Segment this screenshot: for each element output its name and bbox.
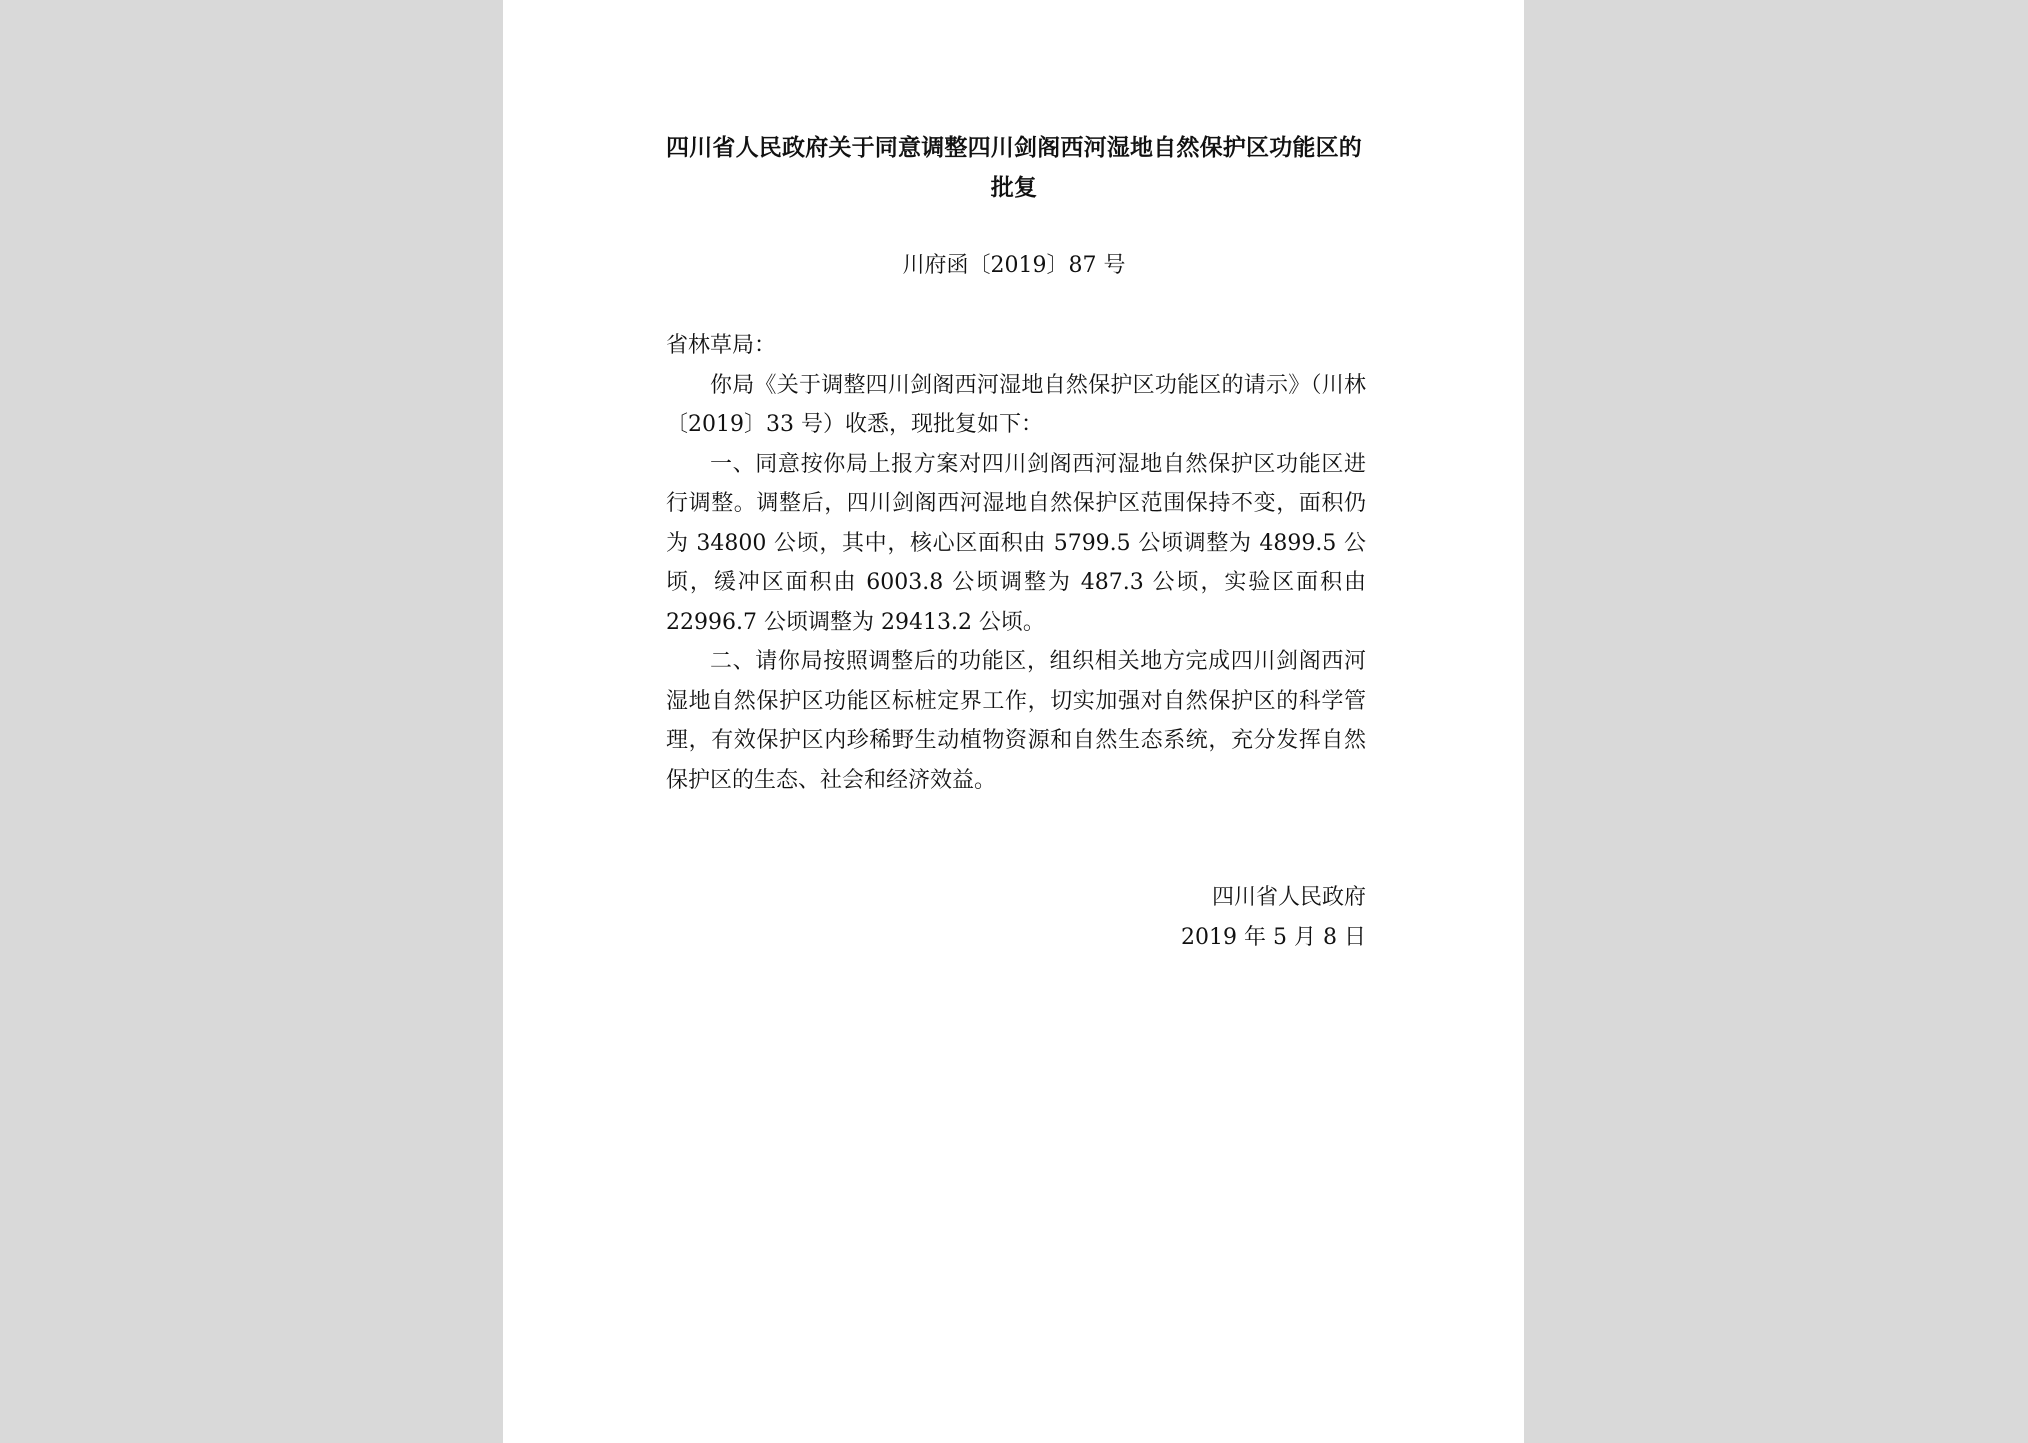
addressee: 省林草局： [666,333,777,358]
issue-date: 2019 年 5 月 8 日 [1181,924,1366,950]
document-body [666,326,1366,800]
paragraph-intro: 你局《关于调整四川剑阁西河湿地自然保护区功能区的请示》（川林〔2019〕33 号）收悉，现批复如下： [666,372,1366,437]
paragraph-item-1: 一、同意按你局上报方案对四川剑阁西河湿地自然保护区功能区进行调整。调整后，四川剑阁西河湿地自然保护区范围保持不变，面积仍为 34800 公顷，其中，核心区面积由 5799.5 公顷调整为 4899.5 公顷，缓冲区面积由 6003.8 公顷调整为 487.3 公顷，实验区面积由 22996.7 公顷调整为 29413.2 公顷。 [666,451,1366,635]
document-title: 四川省人民政府关于同意调整四川剑阁西河湿地自然保护区功能区的批复 [666,134,1362,201]
document-page [503,0,1524,1443]
document-number: 川府函〔2019〕87 号 [902,253,1126,278]
paragraph-item-2: 二、请你局按照调整后的功能区，组织相关地方完成四川剑阁西河湿地自然保护区功能区标桩定界工作，切实加强对自然保护区的科学管理，有效保护区内珍稀野生动植物资源和自然生态系统，充分发挥自然保护区的生态、社会和经济效益。 [666,649,1366,793]
issuer-name: 四川省人民政府 [1211,885,1366,910]
signature-block [1063,878,1366,957]
